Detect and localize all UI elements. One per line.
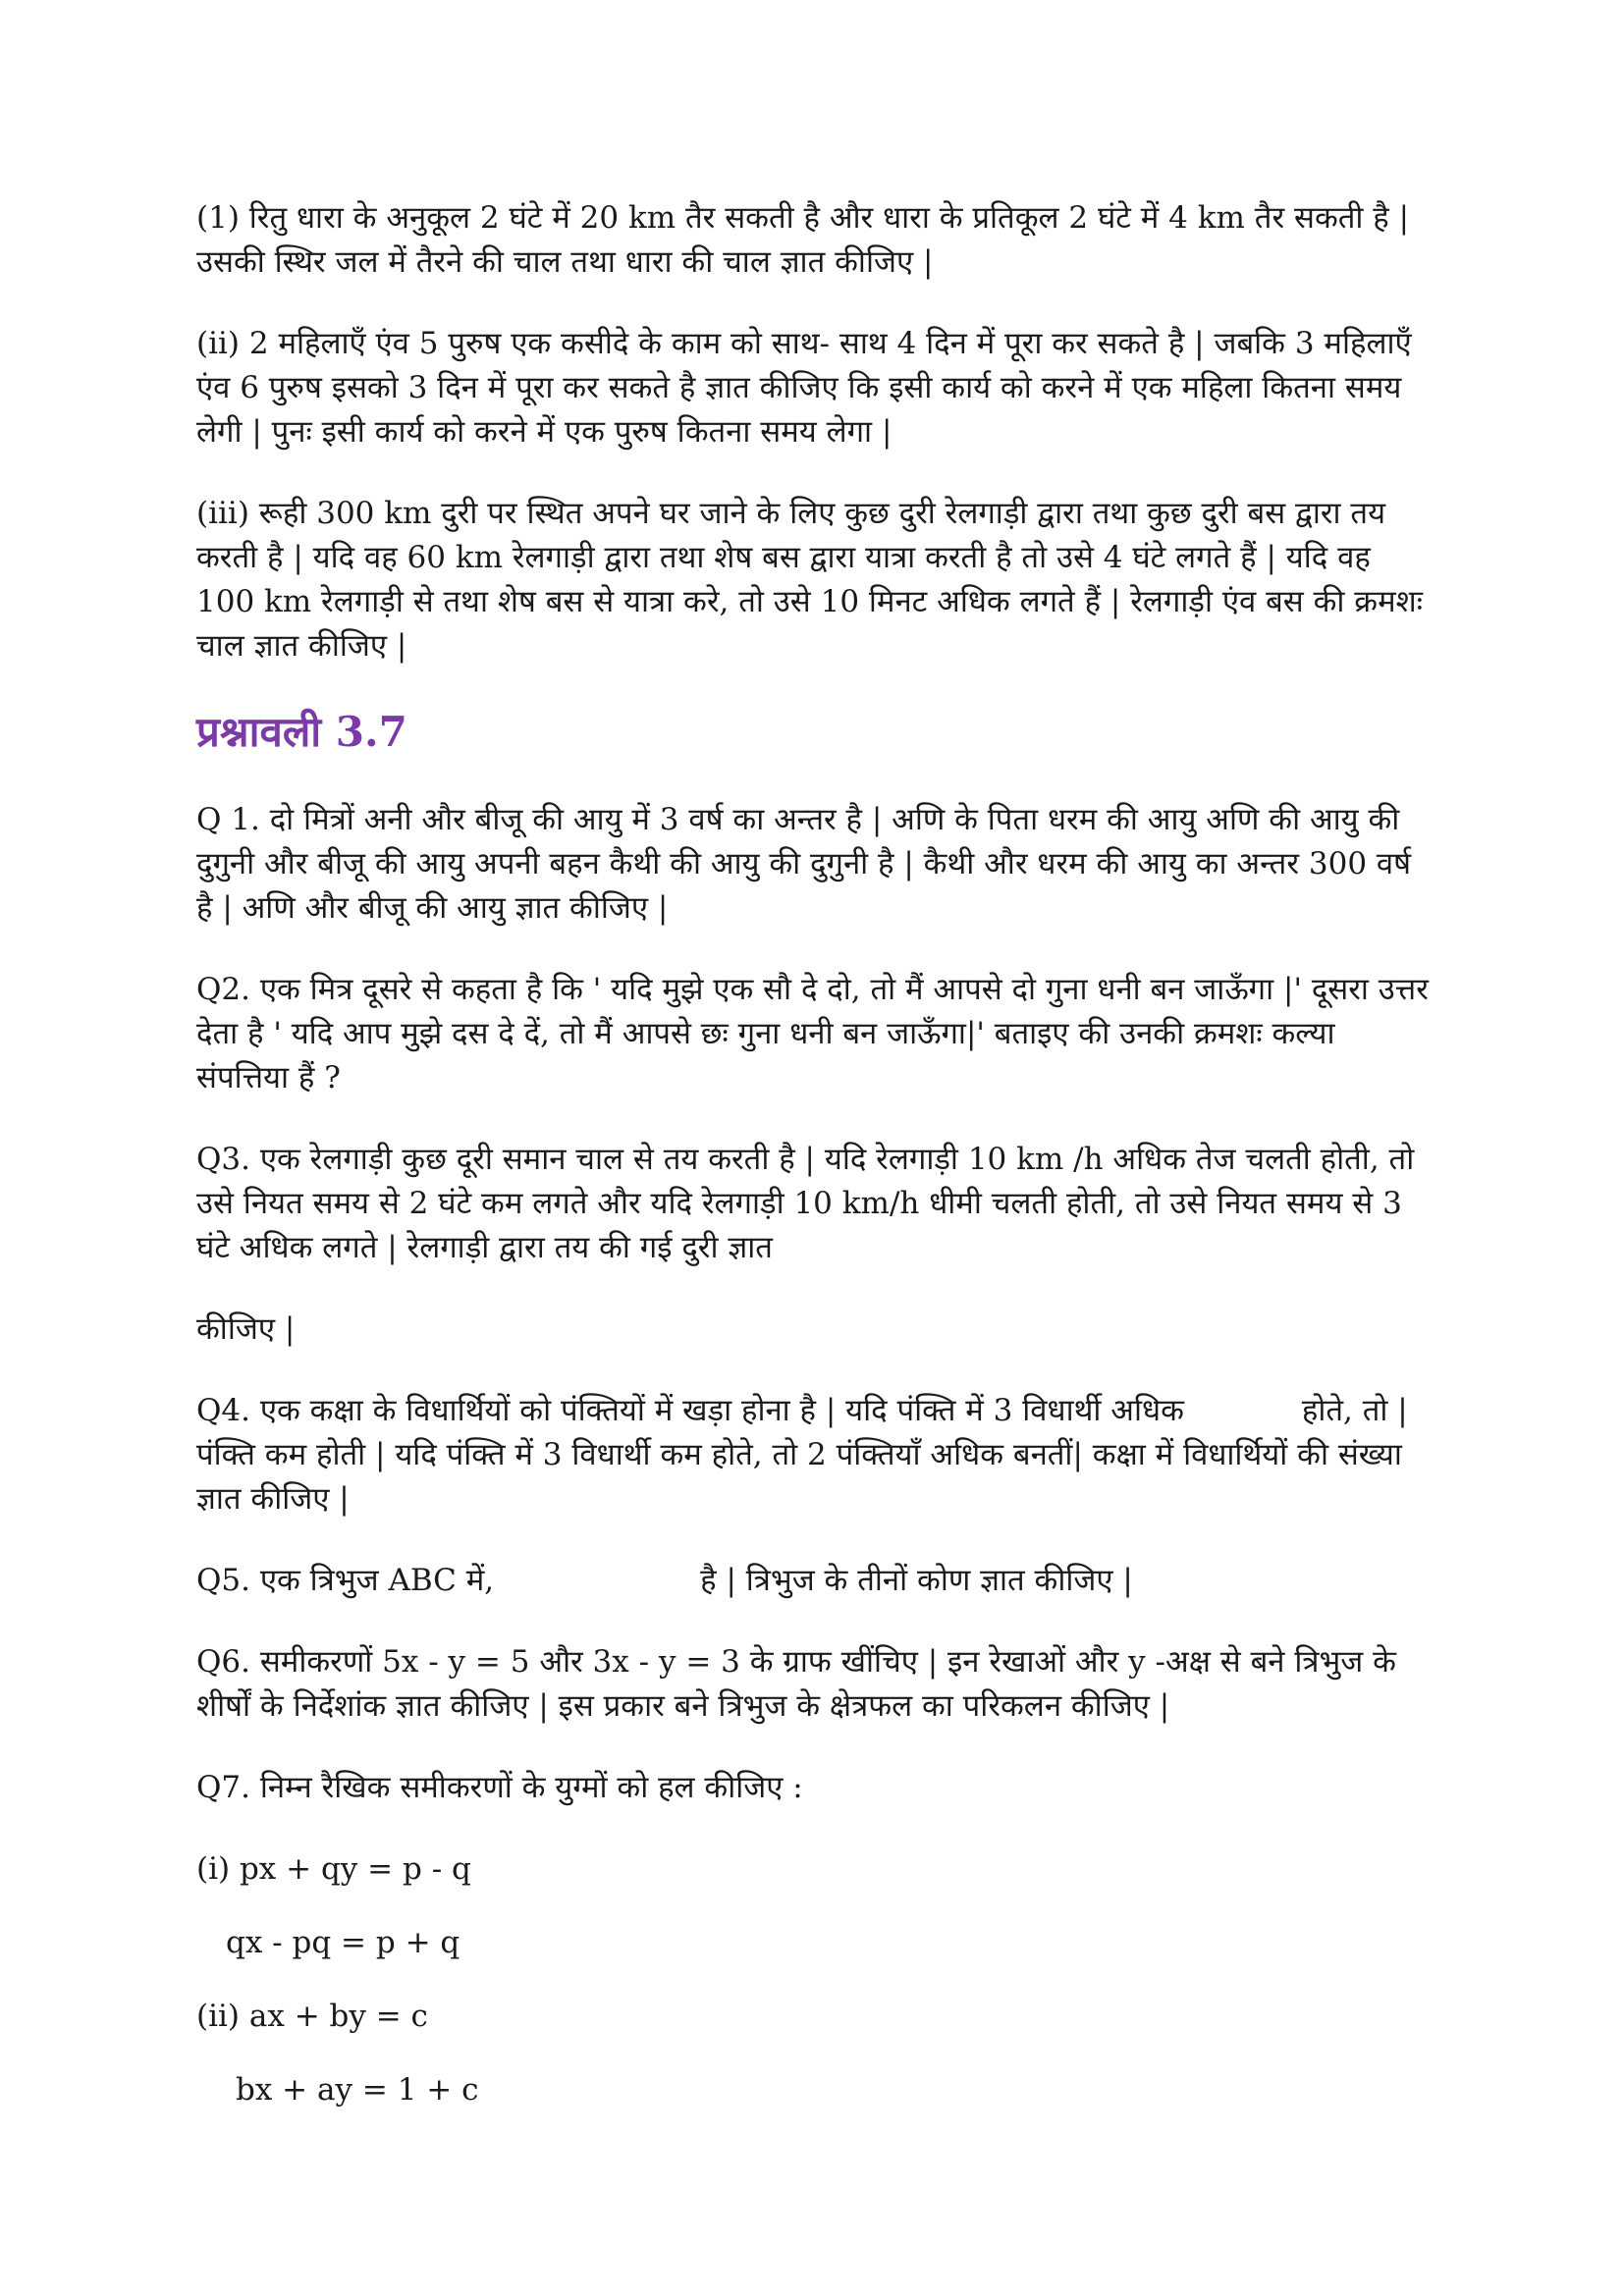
question-q4-part-b: होते, तो | पंक्ति कम होती | यदि पंक्ति में 3 विधार्थी कम होते, तो 2 पंक्तियाँ अधिक बनतीं| कक्षा में विधार्थियों की संख्या ज्ञात कीजिए | bbox=[196, 1393, 1408, 1517]
equation-q7-i-line-2: qx - pq = p + q bbox=[226, 1925, 460, 1960]
question-q2: Q2. एक मित्र दूसरे से कहता है कि ' यदि मुझे एक सौ दे दो, तो मैं आपसे दो गुना धनी बन जाऊँगा |' दूसरा उत्तर देता है ' यदि आप मुझे दस दे दें, तो मैं आपसे छः गुना धनी बन जाऊँगा|' बताइए की उनकी क्रमशः कल्या संपत्तिया हैं ? bbox=[196, 972, 1429, 1095]
question-q4 bbox=[196, 1389, 1434, 1522]
question-q7: Q7. निम्न रैखिक समीकरणों के युग्मों को हल कीजिए : bbox=[196, 1770, 803, 1805]
question-q1: Q 1. दो मित्रों अनी और बीजू की आयु में 3 वर्ष का अन्तर है | अणि के पिता धरम की आयु अणि की आयु की दुगुनी और बीजू की आयु अपनी बहन कैथी की आयु की दुगुनी है | कैथी और धरम की आयु का अन्तर 300 वर्ष है | अणि और बीजू की आयु ज्ञात कीजिए | bbox=[196, 802, 1412, 926]
question-q5 bbox=[196, 1559, 1434, 1603]
exercise-heading: प्रश्नावली 3.7 bbox=[196, 708, 407, 756]
equation-q7-ii-line-2: bx + ay = 1 + c bbox=[236, 2072, 479, 2108]
question-intro-2: (ii) 2 महिलाएँ एंव 5 पुरुष एक कसीदे के काम को साथ- साथ 4 दिन में पूरा कर सकते है | जबकि 3 महिलाएँ एंव 6 पुरुष इसको 3 दिन में पूरा कर सकते है ज्ञात कीजिए कि इसी कार्य को करने में एक महिला कितना समय लेगी | पुनः इसी कार्य को करने में एक पुरुष कितना समय लेगा | bbox=[196, 326, 1412, 450]
equation-q7-i-line-1: (i) px + qy = p - q bbox=[196, 1851, 471, 1887]
document-page bbox=[196, 196, 1434, 2142]
question-intro-1: (1) रितु धारा के अनुकूल 2 घंटे में 20 km तैर सकती है और धारा के प्रतिकूल 2 घंटे में 4 km तैर सकती है | उसकी स्थिर जल में तैरने की चाल तथा धारा की चाल ज्ञात कीजिए | bbox=[196, 200, 1410, 280]
question-q5-part-a: Q5. एक त्रिभुज ABC में, bbox=[196, 1563, 495, 1598]
question-q3-continued: कीजिए | bbox=[196, 1311, 296, 1347]
question-q6: Q6. समीकरणों 5x - y = 5 और 3x - y = 3 के ग्राफ खींचिए | इन रेखाओं और y -अक्ष से बने त्रिभुज के शीर्षों के निर्देशांक ज्ञात कीजिए | इस प्रकार बने त्रिभुज के क्षेत्रफल का परिकलन कीजिए | bbox=[196, 1644, 1396, 1724]
question-q5-part-b: है | त्रिभुज के तीनों कोण ज्ञात कीजिए | bbox=[700, 1563, 1133, 1598]
question-intro-3: (iii) रूही 300 km दुरी पर स्थित अपने घर जाने के लिए कुछ दुरी रेलगाड़ी द्वारा तथा कुछ दुरी बस द्वारा तय करती है | यदि वह 60 km रेलगाड़ी द्वारा तथा शेष बस द्वारा यात्रा करती है तो उसे 4 घंटे लगते हैं | यदि वह 100 km रेलगाड़ी से तथा शेष बस से यात्रा करे, तो उसे 10 मिनट अधिक लगते हैं | रेलगाड़ी एंव बस की क्रमशः चाल ज्ञात कीजिए | bbox=[196, 496, 1423, 664]
equation-q7-ii-line-1: (ii) ax + by = c bbox=[196, 1999, 428, 2034]
question-q3: Q3. एक रेलगाड़ी कुछ दूरी समान चाल से तय करती है | यदि रेलगाड़ी 10 km /h अधिक तेज चलती होती, तो उसे नियत समय से 2 घंटे कम लगते और यदि रेलगाड़ी 10 km/h धीमी चलती होती, तो उसे नियत समय से 3 घंटे अधिक लगते | रेलगाड़ी द्वारा तय की गई दुरी ज्ञात bbox=[196, 1142, 1415, 1265]
question-q4-part-a: Q4. एक कक्षा के विधार्थियों को पंक्तियों में खड़ा होना है | यदि पंक्ति में 3 विधार्थी अधिक bbox=[196, 1393, 1184, 1428]
